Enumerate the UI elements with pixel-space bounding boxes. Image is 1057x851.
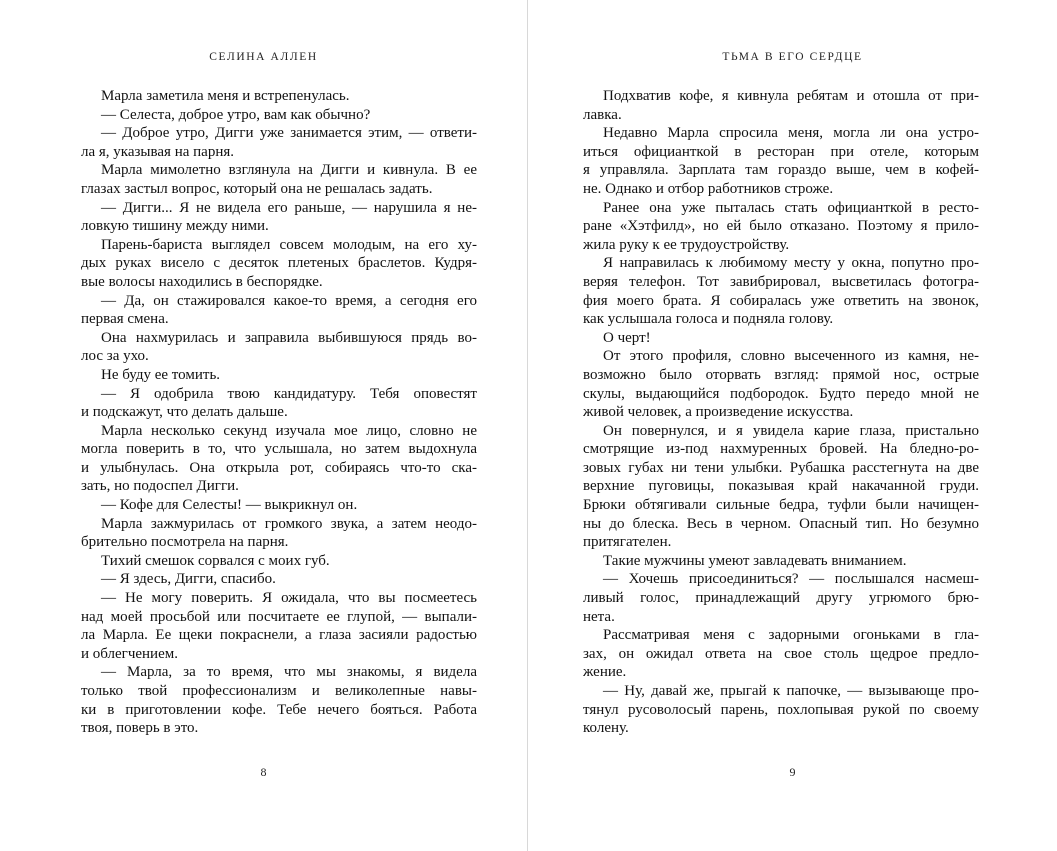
text-line: ловкую тишину между ними. — [81, 218, 269, 235]
text-line: вые волосы находились в беспорядке. — [81, 273, 323, 290]
text-line: не. Однако и отбор работников строже. — [583, 180, 834, 197]
text-line: ны до блеска. Весь в черном. Опасный тип. Но безумно — [583, 515, 979, 532]
text-line: Рассматривая меня с задорными огоньками в гла- — [603, 627, 979, 644]
text-line: зовых губах ни тени улыбки. Рубашка расстегнута на две — [583, 459, 979, 476]
text-line: зать, но подоспел Дигги. — [81, 478, 239, 495]
text-line: Ранее она уже пыталась стать официанткой в ресто- — [603, 199, 979, 216]
text-line: — Я одобрила твою кандидатуру. Тебя оповестят — [101, 385, 477, 402]
text-line: верхние пуговицы, показывая край накачанной груди. — [583, 478, 979, 495]
text-line: живой человек, а произведение искусства. — [583, 404, 854, 421]
text-line: иться официанткой в ресторан при отеле, которым — [583, 143, 979, 160]
text-line: Он повернулся, и я увидела карие глаза, пристально — [603, 422, 979, 439]
text-line: Парень-бариста выглядел совсем молодым, на его ху- — [101, 236, 477, 253]
text-line: жила руку к ее трудоустройству. — [583, 236, 790, 253]
text-line: Марла зажмурилась от громкого звука, а затем неодо- — [101, 515, 477, 532]
text-line: притягателен. — [583, 534, 672, 551]
text-line: только твой профессионализм и великолепные навы- — [81, 683, 477, 699]
left-page — [0, 0, 528, 851]
text-line: ки в приготовлении кофе. Тебе нечего бояться. Работа — [81, 701, 477, 718]
text-line: — Селеста, доброе утро, вам как обычно? — [101, 106, 371, 123]
text-line: жение. — [583, 664, 627, 681]
text-line: — Доброе утро, Дигги уже занимается этим, — ответи- — [101, 125, 477, 142]
text-line: и облегчением. — [81, 645, 178, 662]
text-line: — Не могу поверить. Я ожидала, что вы посмеетесь — [101, 590, 477, 607]
text-line: ла Марла. Ее щеки покраснели, а глаза засияли радостью — [81, 627, 477, 644]
text-line: лавка. — [583, 106, 622, 123]
text-line: как услышала голоса и подняла голову. — [583, 311, 834, 328]
text-line: Такие мужчины умеют завладевать вниманием. — [603, 552, 907, 569]
text-line: лос за ухо. — [81, 348, 149, 365]
text-line: тянул русоволосый парень, похлопывая рукой по своему — [583, 701, 979, 718]
text-line: — Дигги... Я не видела его раньше, — нарушила я не- — [101, 199, 477, 216]
text-line: фия моего брата. Я собиралась уже ответить на звонок, — [583, 292, 979, 309]
text-line: Не буду ее томить. — [101, 366, 221, 383]
text-line: могла поверить в то, что услышала, но затем выдохнула — [81, 441, 477, 458]
text-line: скулы, выдающийся подбородок. Будто передо мной не — [583, 385, 979, 402]
page-number-left: 8 — [260, 765, 267, 779]
text-line: я управляла. Зарплата там гораздо выше, чем в кофей- — [583, 162, 979, 179]
text-line: смотрящие из-под нахмуренных бровей. На бледно-ро- — [583, 441, 979, 458]
text-line: — Хочешь присоединиться? — послышался насмеш- — [603, 571, 979, 588]
text-line: — Да, он стажировался какое-то время, а сегодня его — [101, 292, 477, 309]
text-line: — Я здесь, Дигги, спасибо. — [101, 571, 276, 588]
text-line: возможно было оторвать взгляд: прямой нос, острые — [583, 366, 979, 383]
text-line: ране «Хэтфилд», но ей было отказано. Поэтому я прило- — [583, 218, 979, 235]
text-line: От этого профиля, словно высеченного из камня, не- — [603, 348, 979, 365]
text-line: первая смена. — [81, 311, 169, 328]
text-line: глазах застыл вопрос, который она не решалась задать. — [81, 180, 433, 197]
text-line: Она нахмурилась и заправила выбившуюся прядь во- — [101, 329, 477, 346]
text-line: дых руках висело с десяток плетеных браслетов. Кудря- — [81, 255, 477, 272]
text-line: твоя, поверь в это. — [81, 720, 199, 737]
text-line: колену. — [583, 720, 629, 737]
text-line: зах, он ожидал ответа на свое столь щедрое предло- — [583, 645, 979, 662]
left-page-body-text — [81, 87, 477, 738]
text-line: веряя телефон. Тот завибрировал, высветилась фотогра- — [583, 273, 979, 290]
text-line: нета. — [583, 608, 615, 625]
text-line: Марла мимолетно взглянула на Дигги и кивнула. В ее — [101, 162, 477, 179]
text-line: — Марла, за то время, что мы знакомы, я видела — [101, 664, 477, 681]
text-line: и улыбнулась. Она открыла рот, собираясь что-то ска- — [81, 459, 477, 476]
text-line: брительно посмотрела на парня. — [81, 534, 289, 551]
text-line: — Ну, давай же, прыгай к папочке, — вызывающе про- — [603, 683, 979, 699]
running-head-title: ТЬМА В ЕГО СЕРДЦЕ — [722, 51, 863, 63]
text-line: Подхватив кофе, я кивнула ребятам и отошла от при- — [603, 88, 979, 104]
text-line: Брюки обтягивали сильные бедра, туфли были начищен- — [583, 497, 979, 514]
right-page — [528, 0, 1057, 851]
text-line: О черт! — [603, 329, 651, 346]
text-line: и подскажут, что делать дальше. — [81, 404, 288, 421]
text-line: над моей просьбой или посчитаете ее глупой, — выпали- — [81, 608, 477, 625]
text-line: — Кофе для Селесты! — выкрикнул он. — [101, 497, 358, 514]
text-line: Марла несколько секунд изучала мое лицо, словно не — [101, 422, 477, 439]
running-head-author: СЕЛИНА АЛЛЕН — [209, 51, 318, 63]
right-page-body-text — [583, 87, 979, 738]
page-number-right: 9 — [789, 765, 796, 779]
text-line: Недавно Марла спросила меня, могла ли она устро- — [603, 125, 979, 142]
text-line: ла я, указывая на парня. — [81, 143, 235, 160]
text-line: Тихий смешок сорвался с моих губ. — [101, 552, 330, 569]
text-line: Я направилась к любимому месту у окна, попутно про- — [603, 255, 979, 272]
text-line: ливый голос, принадлежащий другу угрюмого брю- — [583, 590, 979, 607]
text-line: Марла заметила меня и встрепенулась. — [101, 88, 350, 104]
